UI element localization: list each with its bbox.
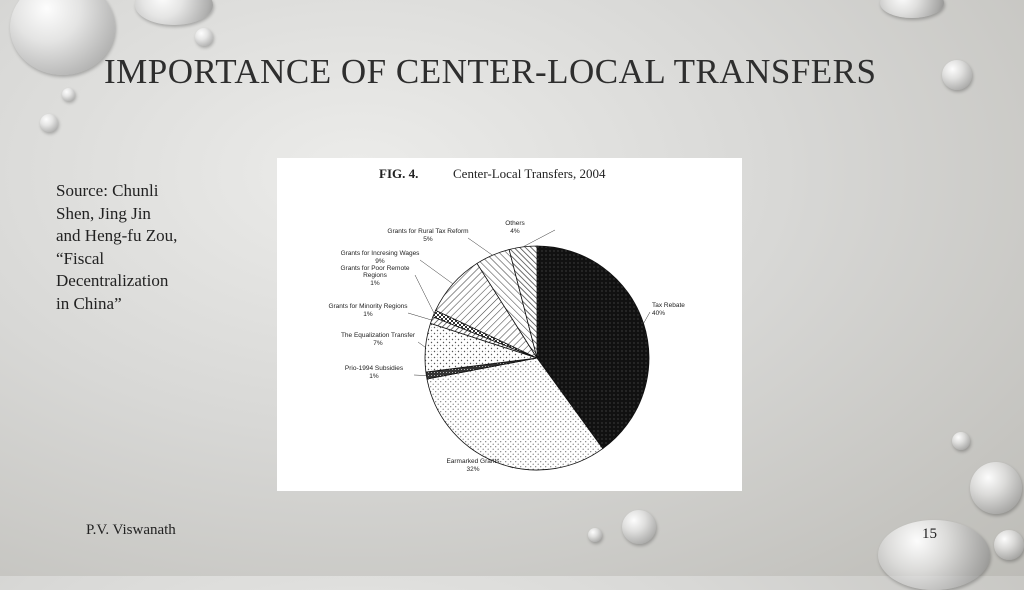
leader-line [420,260,453,284]
slice-label: Tax Rebate [652,302,685,309]
slice-label: Grants for Minority Regions [328,303,408,310]
source-line: Source: Chunli [56,181,159,200]
slice-value-label: 32% [466,466,480,473]
slice-label: Prio-1994 Subsidies [344,365,404,372]
leader-line [523,230,555,247]
water-drop-decoration [622,510,656,544]
source-line: and Heng-fu Zou, [56,226,178,245]
slide-number: 15 [922,526,937,542]
water-drop-decoration [970,462,1022,514]
slice-label: Grants for Poor Remote [340,265,410,272]
water-drop-decoration [10,0,115,75]
pie-chart [277,158,742,491]
water-drop-decoration [994,530,1024,560]
leader-line [408,313,432,320]
water-drop-decoration [952,432,970,450]
source-line: Shen, Jing Jin [56,203,151,223]
leader-line [418,342,425,347]
slice-value-label: 7% [373,340,383,347]
slide-title: IMPORTANCE OF CENTER-LOCAL TRANSFERS [104,52,877,91]
slice-value-label: 5% [423,236,433,243]
figure-number: FIG. 4. [379,166,419,181]
slice-label: Regions [363,272,387,279]
slice-label: The Equalization Transfer [340,332,416,339]
slice-value-label: 1% [369,373,379,380]
source-line: “Fiscal [56,248,105,268]
slice-value-label: 40% [652,310,666,317]
slice-value-label: 4% [510,228,520,235]
water-drop-decoration [880,0,944,18]
leader-line [468,238,493,255]
figure-image [277,158,742,491]
slice-label: Grants for Rural Tax Reform [387,228,469,235]
figure-caption: Center-Local Transfers, 2004 [453,166,606,181]
water-drop-decoration [135,0,213,25]
water-drop-decoration [588,528,602,542]
leader-line [644,312,650,323]
slice-label: Grants for Incresing Wages [340,250,420,257]
source-line: in China” [56,293,122,313]
source-citation [56,180,216,315]
slice-value-label: 1% [370,280,380,287]
leader-line [415,275,434,314]
slice-label: Earmarked Grants [446,458,500,465]
slice-value-label: 1% [363,311,373,318]
leader-line [414,375,426,376]
water-drop-decoration [942,60,972,90]
slice-label: Others [505,220,525,227]
slice-value-label: 9% [375,258,385,265]
water-drop-decoration [40,114,58,132]
footer-author: P.V. Viswanath [86,522,176,538]
water-drop-decoration [195,28,213,46]
source-line: Decentralization [56,271,169,290]
water-drop-decoration [62,88,75,101]
